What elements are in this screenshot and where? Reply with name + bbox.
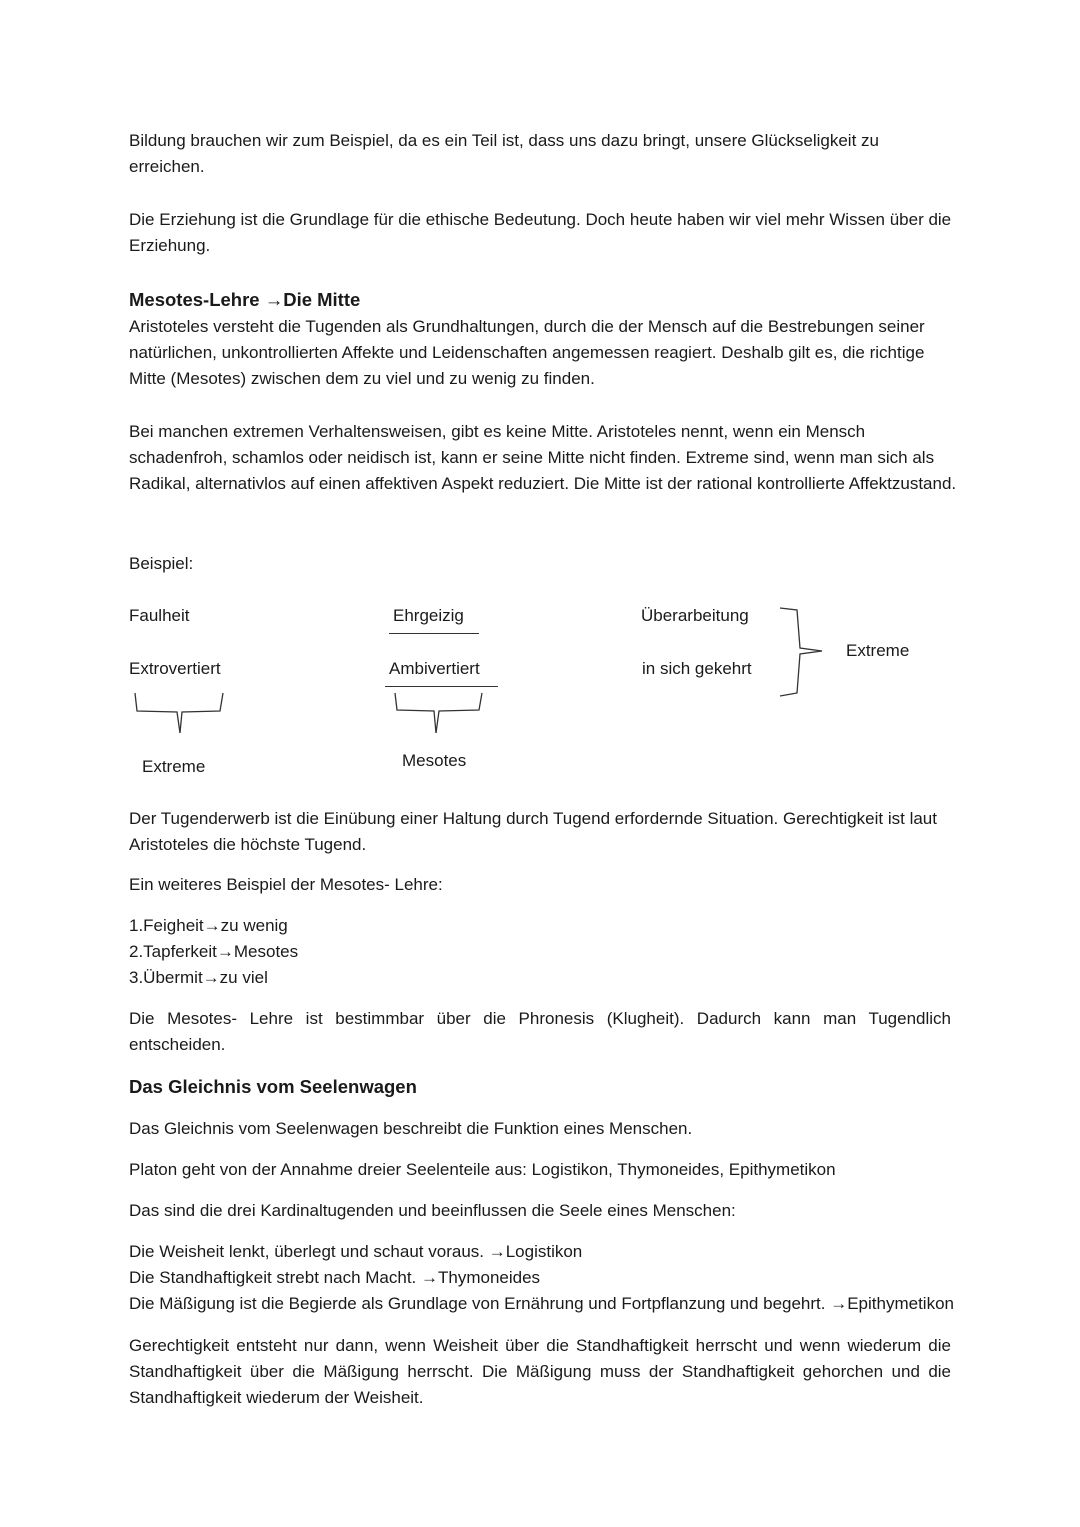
list-item: Die Mäßigung ist die Begierde als Grundlage von Ernährung und Fortpflanzung und begehrt. →Epithymetikon <box>129 1294 954 1313</box>
example-in-sich-gekehrt: in sich gekehrt <box>642 659 752 678</box>
list-mesotes <box>129 913 959 991</box>
heading-mesotes-lehre: Mesotes-Lehre →Die Mitte <box>129 289 361 310</box>
example-ehrgeizig: Ehrgeizig <box>389 605 479 634</box>
example-extreme-label-left: Extreme <box>142 757 206 776</box>
paragraph-aristoteles-tugenden: Aristoteles versteht die Tugenden als Grundhaltungen, durch die der Mensch auf die Bestrebungen seiner natürlichen, unkontrollierten Affekte und Leidenschaften angemessen reagiert. Deshalb gilt es, die richtige Mitte (Mesotes) zwischen dem zu viel und zu wenig zu finden. <box>129 317 925 388</box>
example-extreme-label-right: Extreme <box>846 641 910 660</box>
brace-middle <box>395 693 482 733</box>
list-item: Die Standhaftigkeit strebt nach Macht. →Thymoneides <box>129 1268 541 1287</box>
paragraph-kardinaltugenden: Das sind die drei Kardinaltugenden und beeinflussen die Seele eines Menschen: <box>129 1201 736 1220</box>
paragraph-tugenderwerb: Der Tugenderwerb ist die Einübung einer Haltung durch Tugend erfordernde Situation. Gerechtigkeit ist laut Aristoteles die höchste Tugend. <box>129 809 937 854</box>
example-ueberarbeitung: Überarbeitung <box>641 606 749 625</box>
paragraph-bildung: Bildung brauchen wir zum Beispiel, da es ein Teil ist, dass uns dazu bringt, unsere Glückseligkeit zu erreichen. <box>129 131 879 176</box>
example-ambivertiert: Ambivertiert <box>385 658 498 687</box>
paragraph-erziehung: Die Erziehung ist die Grundlage für die ethische Bedeutung. Doch heute haben wir viel mehr Wissen über die Erziehung. <box>129 210 952 255</box>
paragraph-seelenwagen-funktion: Das Gleichnis vom Seelenwagen beschreibt die Funktion eines Menschen. <box>129 1119 693 1138</box>
list-item: 1.Feigheit→zu wenig <box>129 916 288 935</box>
heading-seelenwagen: Das Gleichnis vom Seelenwagen <box>129 1076 417 1097</box>
paragraph-gerechtigkeit: Gerechtigkeit entsteht nur dann, wenn Weisheit über die Standhaftigkeit herrscht und wenn wiederum die Standhaftigkeit über die Mäßigung herrscht. Die Mäßigung muss der Standhaftigkeit gehorchen und die Standhaftigkeit wiederum der Weisheit. <box>129 1336 951 1407</box>
beispiel-label: Beispiel: <box>129 554 194 573</box>
example-mesotes-label: Mesotes <box>402 751 467 770</box>
paragraph-weiteres-beispiel: Ein weiteres Beispiel der Mesotes- Lehre: <box>129 875 443 894</box>
list-item: Die Weisheit lenkt, überlegt und schaut voraus. →Logistikon <box>129 1242 583 1261</box>
paragraph-platon-seelenteile: Platon geht von der Annahme dreier Seelenteile aus: Logistikon, Thymoneides, Epithymetikon <box>129 1160 836 1179</box>
paragraph-phronesis: Die Mesotes- Lehre ist bestimmbar über die Phronesis (Klugheit). Dadurch kann man Tugendlich entscheiden. <box>129 1009 951 1054</box>
list-tugenden <box>129 1239 1029 1317</box>
brace-right <box>780 608 822 696</box>
paragraph-extreme-verhaltensweisen: Bei manchen extremen Verhaltensweisen, gibt es keine Mitte. Aristoteles nennt, wenn ein Mensch schadenfroh, schamlos oder neidisch ist, kann er seine Mitte nicht finden. Extreme sind, wenn man sich als Radikal, alternativlos auf einen affektiven Aspekt reduziert. Die Mitte ist der rational kontrollierte Affektzustand. <box>129 422 957 493</box>
brace-left <box>135 693 223 733</box>
example-extrovertiert: Extrovertiert <box>129 659 221 678</box>
example-faulheit: Faulheit <box>129 606 190 625</box>
list-item: 3.Übermit→zu viel <box>129 968 268 987</box>
list-item: 2.Tapferkeit→Mesotes <box>129 942 299 961</box>
